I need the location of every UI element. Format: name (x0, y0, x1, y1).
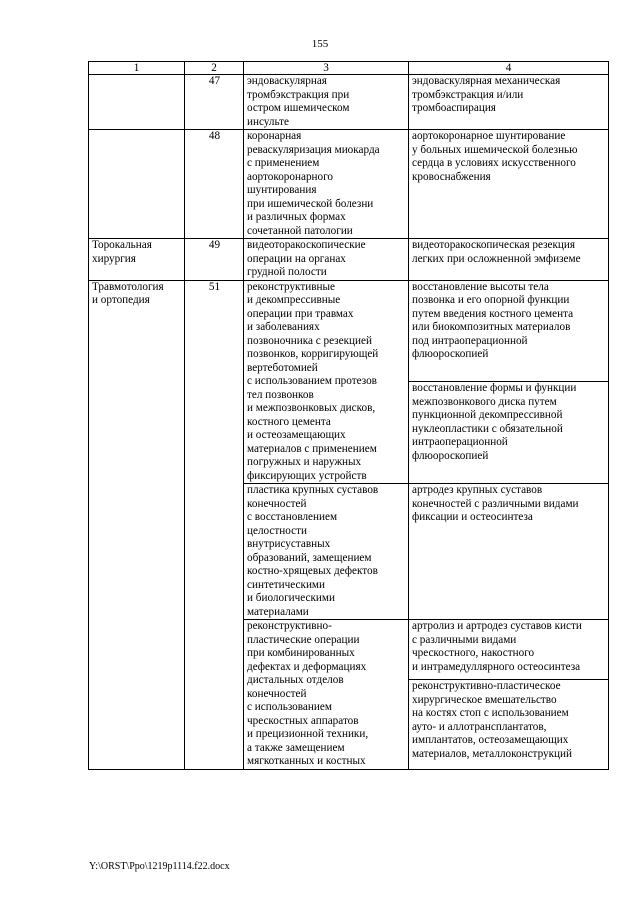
text-line: и ортопедия (92, 294, 150, 306)
text-line: мягкотканных и костных (247, 755, 366, 767)
text-line: хирургия (92, 252, 136, 265)
row-47-method (409, 75, 609, 130)
text-line: целостности (247, 524, 307, 537)
row-51-limb-method-b (409, 680, 609, 769)
table-row (89, 75, 609, 130)
text-line: конечностей (247, 687, 307, 700)
text-line: артродез крупных суставов (412, 484, 543, 496)
row-51-limb-method-a (409, 620, 609, 680)
header-col-3: 3 (244, 62, 409, 75)
text-line: пункционной декомпрессивной (412, 409, 563, 422)
text-line: под интраоперационной (412, 334, 528, 347)
header-col-1: 1 (89, 62, 185, 75)
text-line: грудной полости (247, 266, 327, 278)
text-line: костно-хрящевых дефектов (247, 565, 378, 577)
text-line: дефектах и деформациях (247, 660, 367, 673)
text-line: флюороскопией (412, 348, 489, 360)
header-row (89, 62, 609, 75)
text-line: интраоперационной (412, 436, 508, 449)
text-line: конечностей с различными видами (412, 497, 579, 510)
row-51-joint-method (409, 484, 609, 620)
text-line: пластические операции (247, 633, 360, 646)
text-line: видеоторакоскопические (247, 239, 366, 251)
text-line: аортокоронарного (247, 170, 334, 183)
text-line: при комбинированных (247, 647, 355, 659)
text-line: с восстановлением (247, 511, 338, 523)
text-line: погружных и наружных (247, 456, 362, 468)
row-51-spine-method-a (409, 280, 609, 382)
footer-file-path: Y:\ORST\Ppo\1219p1114.f22.docx (89, 861, 230, 872)
header-col-4: 4 (409, 62, 609, 75)
text-line: имплантатов, остеозамещающих (412, 734, 569, 747)
text-line: конечностей (247, 497, 307, 510)
text-line: восстановление высоты тела (412, 280, 549, 293)
text-line: эндоваскулярная (247, 75, 327, 87)
text-line: чрескостного, накостного (412, 647, 535, 659)
row-51-joint-treatment (244, 484, 409, 620)
row-48-method (409, 130, 609, 239)
text-line: чрескостных аппаратов (247, 714, 359, 727)
text-line: операции на органах (247, 252, 346, 265)
table-row (89, 239, 609, 281)
text-line: Торокальная (92, 239, 152, 251)
text-line: ауто- и аллотрансплантатов, (412, 720, 547, 733)
row-48-treatment-type (244, 130, 409, 239)
text-line: при ишемической болезни (247, 197, 374, 210)
text-line: Травмотология (92, 280, 164, 293)
text-line: костного цемента (247, 415, 331, 428)
text-line: нуклеопластики с обязательной (412, 422, 563, 435)
text-line: фиксации и остеосинтеза (412, 511, 533, 523)
text-line: шунтирования (247, 184, 317, 196)
text-line: материалами (247, 605, 309, 618)
text-line: эндоваскулярная механическая (412, 75, 561, 87)
text-line: у больных ишемической болезнью (412, 143, 578, 156)
text-line: сердца в условиях искусственного (412, 157, 576, 169)
text-line: пластика крупных суставов (247, 484, 379, 496)
text-line: позвонков, корригирующей (247, 348, 379, 360)
text-line: тромбэкстракция и/или (412, 88, 524, 101)
row-51-spine-treatment (244, 280, 409, 484)
text-line: с использованием (247, 701, 332, 713)
text-line: фиксирующих устройств (247, 469, 367, 482)
text-line: и прецизионной техники, (247, 728, 369, 740)
text-line: с различными видами (412, 633, 517, 646)
text-line: синтетическими (247, 578, 325, 591)
text-line: реконструктивно- (247, 620, 332, 632)
text-line: остром ишемическом (247, 102, 350, 114)
text-line: и различных формах (247, 211, 346, 223)
row-47-section (89, 75, 185, 130)
text-line: тел позвонков (247, 388, 314, 401)
text-line: кровоснабжения (412, 170, 491, 183)
text-line: дистальных отделов (247, 674, 344, 686)
text-line: инсульте (247, 115, 290, 128)
text-line: и декомпрессивные (247, 294, 341, 306)
text-line: реваскуляризация миокарда (247, 143, 380, 156)
text-line: материалов, металлоконструкций (412, 747, 573, 760)
text-line: тромбэкстракция при (247, 88, 350, 101)
row-48-section (89, 130, 185, 239)
text-line: видеоторакоскопическая резекция (412, 239, 576, 251)
text-line: реконструктивные (247, 280, 335, 293)
row-49-treatment-type (244, 239, 409, 281)
text-line: а также замещением (247, 741, 345, 754)
row-49-method (409, 239, 609, 281)
text-line: и интрамедуллярного остеосинтеза (412, 660, 581, 673)
text-line: легких при осложненной эмфиземе (412, 252, 581, 265)
text-line: позвоночника с резекцией (247, 334, 372, 347)
text-line: аортокоронарное шунтирование (412, 130, 566, 142)
text-line: вертеботомией (247, 361, 318, 374)
row-47-treatment-type (244, 75, 409, 130)
text-line: и остеозамещающих (247, 429, 346, 441)
text-line: на костях стоп с использованием (412, 707, 569, 720)
text-line: или биокомпозитных материалов (412, 321, 571, 333)
table-row (89, 130, 609, 239)
page-number: 155 (311, 38, 329, 50)
header-col-2: 2 (185, 62, 244, 75)
text-line: и заболеваниях (247, 321, 320, 333)
procedures-table (88, 61, 609, 770)
row-48-number: 48 (185, 130, 244, 239)
row-51-section (89, 280, 185, 769)
text-line: операции при травмах (247, 307, 354, 320)
row-51-number: 51 (185, 280, 244, 769)
text-line: сочетанной патологии (247, 224, 353, 237)
text-line: межпозвонкового диска путем (412, 395, 557, 408)
text-line: позвонка и его опорной функции (412, 294, 570, 306)
text-line: образований, замещением (247, 551, 372, 564)
row-47-number: 47 (185, 75, 244, 130)
text-line: путем введения костного цемента (412, 307, 574, 320)
table-row (89, 280, 609, 382)
row-51-limb-treatment (244, 620, 409, 770)
text-line: и биологическими (247, 592, 335, 604)
text-line: восстановление формы и функции (412, 382, 577, 395)
text-line: тромбоаспирация (412, 102, 496, 114)
row-49-section (89, 239, 185, 281)
text-line: с применением (247, 157, 320, 169)
text-line: флюороскопией (412, 449, 489, 462)
row-51-spine-method-b (409, 382, 609, 484)
text-line: с использованием протезов (247, 375, 377, 387)
text-line: реконструктивно-пластическое (412, 680, 561, 693)
text-line: материалов с применением (247, 442, 377, 455)
text-line: артролиз и артродез суставов кисти (412, 620, 582, 632)
text-line: хирургическое вмешательство (412, 693, 557, 706)
text-line: внутрисуставных (247, 538, 331, 550)
text-line: коронарная (247, 130, 302, 142)
text-line: и межпозвонковых дисков, (247, 402, 376, 414)
row-49-number: 49 (185, 239, 244, 281)
